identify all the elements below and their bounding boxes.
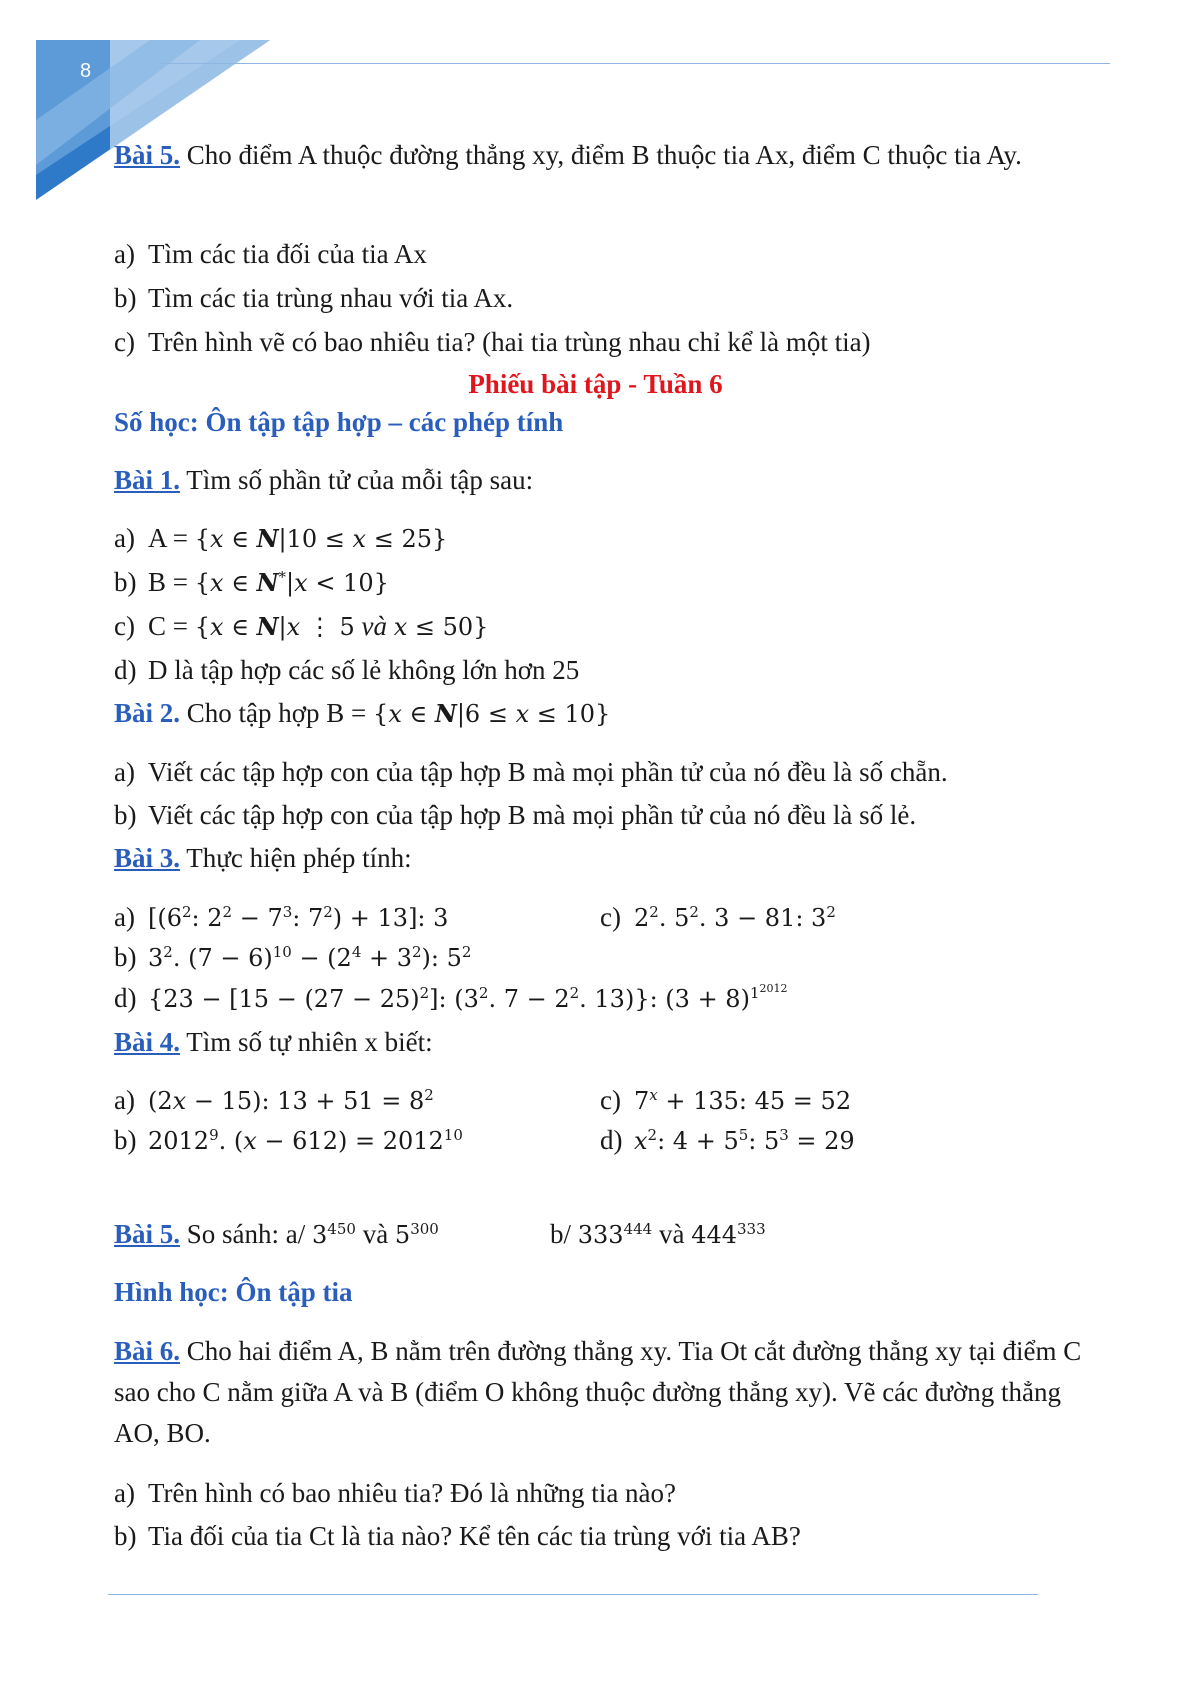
- bai6-item-b: b) Tia đối của tia Ct là tia nào? Kể tên các tia trùng với tia AB?: [114, 1521, 801, 1551]
- bai3-item-d: d) {$23 - [15 - (27 - 25)^2]$: ($3^2$. $7 - 2^2$. 13)}: $(3 + 8)^{1^{2012}}$: [114, 982, 788, 1013]
- prev-bai5-label: Bài 5.: [114, 140, 181, 170]
- bai6-question: Bài 6. Cho hai điểm A, B nằm trên đường thẳng xy. Tia Ot cắt đường thẳng xy tại điểm C sao cho C nằm giữa A và B (điểm O không thuộc đường thẳng xy). Vẽ các đường thẳng AO, BO.: [114, 1336, 1082, 1448]
- bai6-item-a: a) Trên hình có bao nhiêu tia? Đó là những tia nào?: [114, 1478, 677, 1508]
- prev-bai5-item-a: a) Tìm các tia đối của tia Ax: [114, 239, 427, 269]
- bai2-item-b: b) Viết các tập hợp con của tập hợp B mà mọi phần tử của nó đều là số lẻ.: [114, 800, 917, 830]
- bai5-question: Bài 5. So sánh: a/ $3^{450}$ và $5^{300}$: [114, 1219, 439, 1249]
- bai1-item-b: b) B = {x ∈ N*|x < 10}: [114, 567, 389, 597]
- bai4-item-c: c) $7^x + 135$: 45 = 52: [600, 1085, 852, 1115]
- prev-bai5-question: [114, 135, 1084, 176]
- bai3-question: Bài 3. Thực hiện phép tính:: [114, 843, 412, 873]
- corner-decoration: [0, 0, 270, 210]
- footer-rule: [108, 1594, 1038, 1595]
- bai3-item-c: c) $2^2$. $5^2$. 3 − 81: $3^2$: [600, 902, 836, 932]
- header-rule: [160, 63, 1110, 64]
- section-geometry: Hình học: Ôn tập tia: [114, 1277, 353, 1307]
- bai4-question: Bài 4. Tìm số tự nhiên x biết:: [114, 1027, 433, 1057]
- bai1-item-c: c) C = {x ∈ N|x ⋮ 5 và x ≤ 50}: [114, 611, 489, 641]
- bai4-item-d: d) $x^2$: $4 + 5^5$: $5^3 = 29$: [600, 1125, 855, 1155]
- section-arithmetic: Số học: Ôn tập tập hợp – các phép tính: [114, 407, 564, 437]
- sheet-title: Phiếu bài tập - Tuần 6: [468, 369, 723, 399]
- bai3-item-a: a) [($6^2$: $2^2 - 7^3$: $7^2) + 13$]: 3: [114, 902, 449, 932]
- bai1-question: Bài 1. Tìm số phần tử của mỗi tập sau:: [114, 465, 534, 495]
- bai5-part-b: b/ $333^{444}$ và $444^{333}$: [550, 1219, 766, 1249]
- bai1-item-a: a) A = {x ∈ N|10 ≤ x ≤ 25}: [114, 523, 448, 553]
- bai2-question: Bài 2. Cho tập hợp B = {x ∈ N|6 ≤ x ≤ 10}: [114, 698, 611, 728]
- bai2-item-a: a) Viết các tập hợp con của tập hợp B mà mọi phần tử của nó đều là số chẵn.: [114, 757, 948, 787]
- bai4-item-a: a) (2x − 15): $13 + 51 = 8^2$: [114, 1085, 434, 1115]
- bai4-item-b: b) 2012$^9$. $(x - 612) = 2012^{10}$: [114, 1125, 463, 1155]
- bai3-item-b: b) $3^2$. $(7 - 6)^{10} - (2^4 + 3^2)$: $5^2$: [114, 942, 472, 972]
- bai1-item-d: d) D là tập hợp các số lẻ không lớn hơn 25: [114, 655, 580, 685]
- page-number: 8: [80, 60, 92, 82]
- prev-bai5-item-c: c) Trên hình vẽ có bao nhiêu tia? (hai tia trùng nhau chỉ kể là một tia): [114, 327, 871, 357]
- prev-bai5-item-b: b) Tìm các tia trùng nhau với tia Ax.: [114, 283, 514, 313]
- prev-bai5-text: Cho điểm A thuộc đường thẳng xy, điểm B thuộc tia Ax, điểm C thuộc tia Ay.: [180, 140, 1022, 170]
